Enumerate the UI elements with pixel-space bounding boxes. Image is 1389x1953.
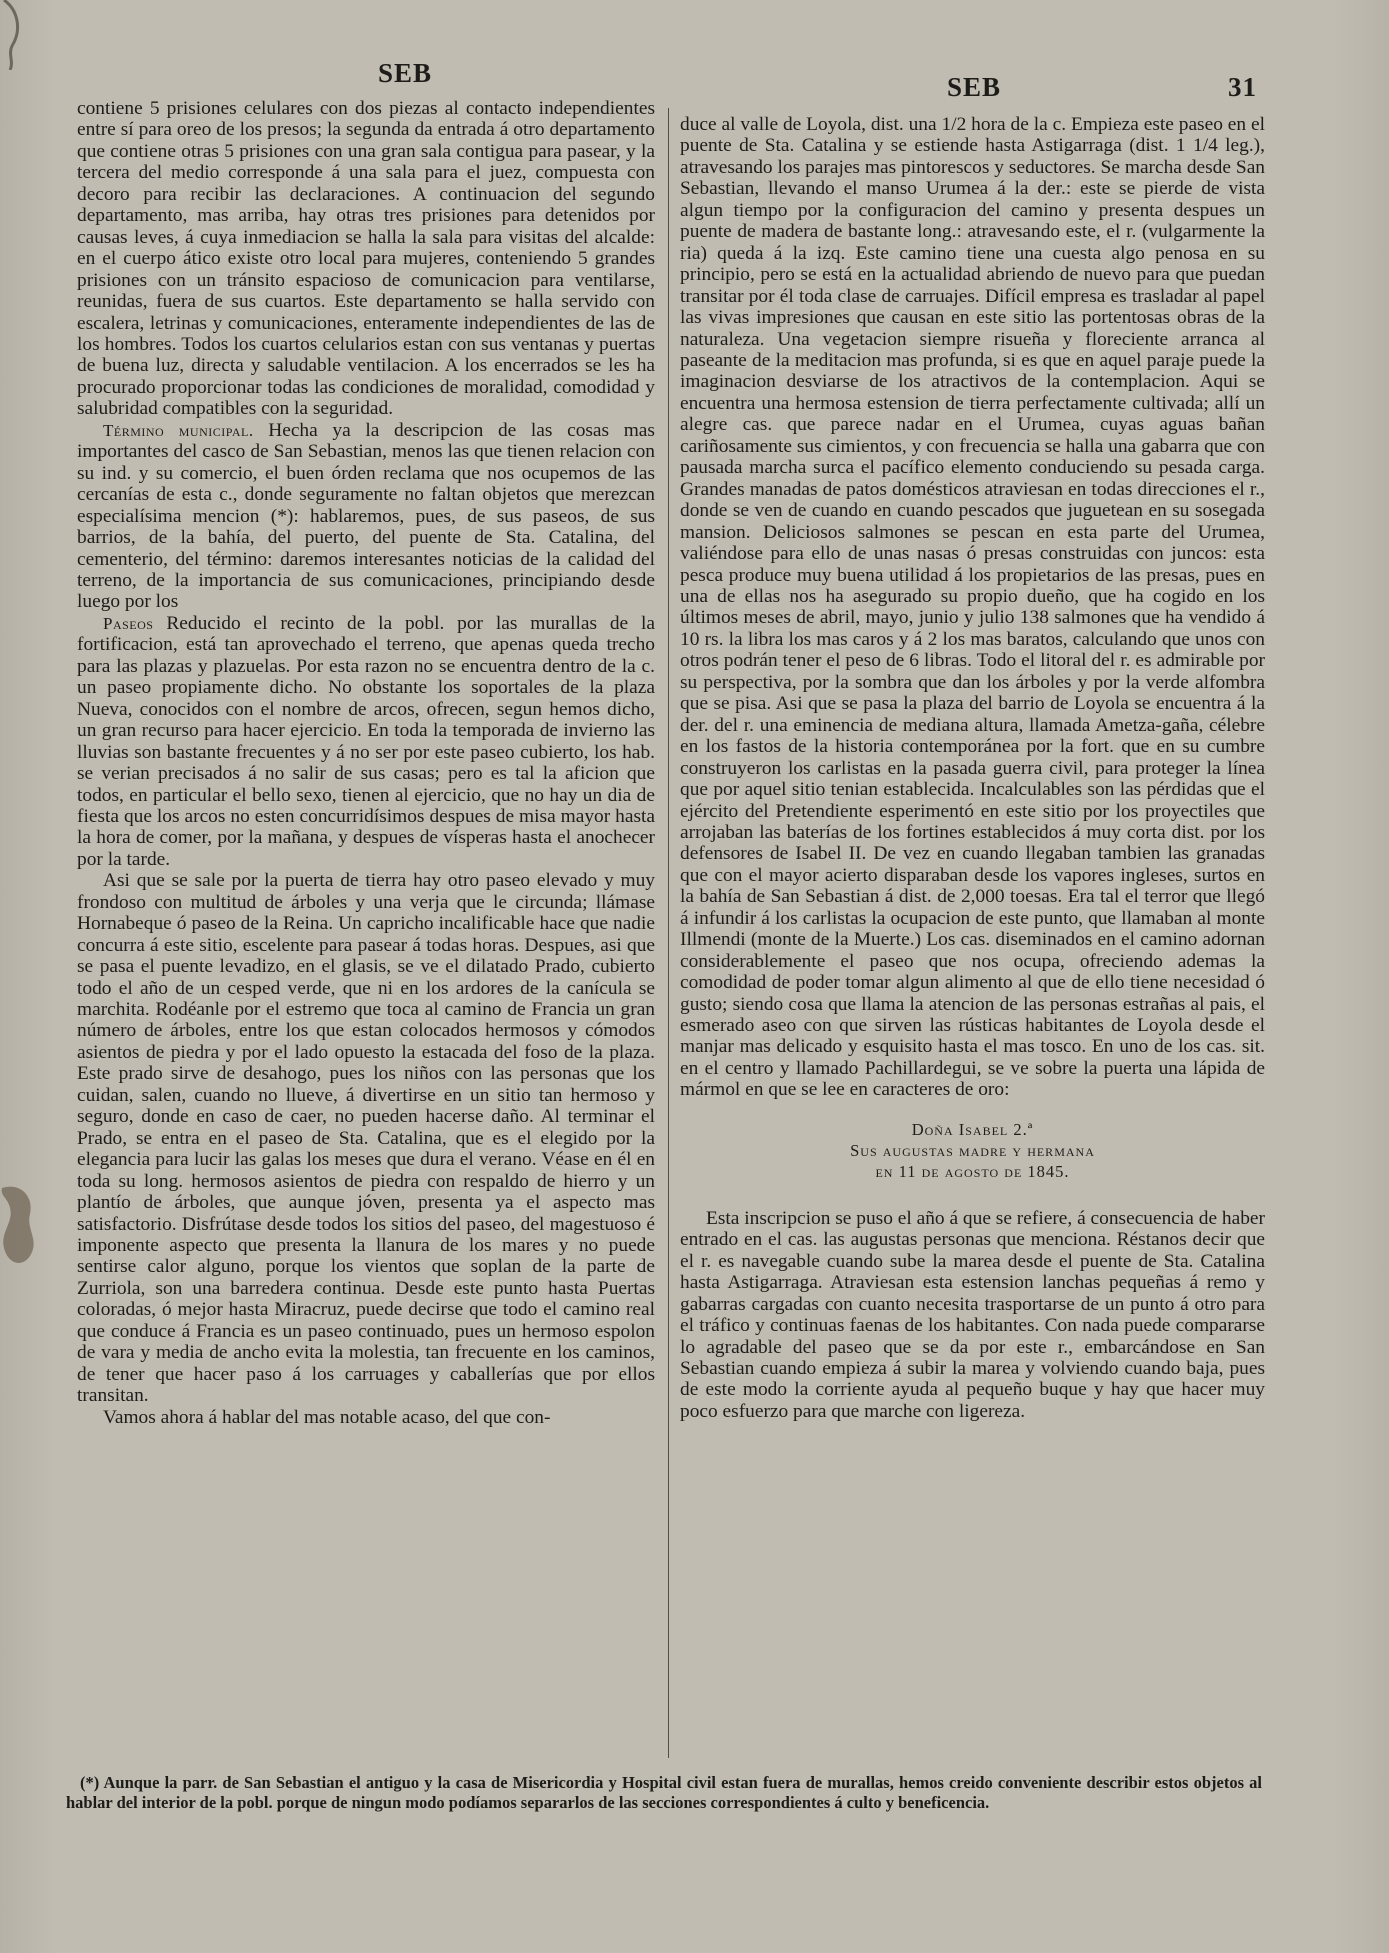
inscription	[680, 1119, 1265, 1182]
ink-stain-mark	[0, 1178, 44, 1270]
right-column	[680, 114, 1265, 1422]
paragraph: Esta inscripcion se puso el año á que se refiere, á consecuencia de haber entrado en el cas. las augustas personas que menciona. Réstanos decir que el r. es navegable cuando sube la marea desde el puente de Sta. Catalina hasta Astigarraga. Atraviesan esta estension lanchas pequeñas á remo y gabarras cargadas con cuanto necesita trasportarse de un punto á otro para el tráfico y continuas faenas de los habitantes. Con nada puede compararse lo agradable del paseo que se da por este r., embarcándose en San Sebastian cuando empieza á subir la marea y volviendo cuando baja, pues de este modo la corriente ayuda al pequeño buque y hay que hacer muy poco esfuerzo para que marche con ligereza.	[680, 1207, 1265, 1422]
header-right: SEB	[947, 72, 1002, 102]
paragraph: Vamos ahora á hablar del mas notable acaso, del que con-	[103, 1406, 551, 1428]
inscription-line: Sus augustas madre y hermana	[850, 1140, 1095, 1160]
column-divider	[668, 108, 669, 1758]
inscription-line: en 11 de agosto de 1845.	[875, 1161, 1070, 1181]
page-edge-mark	[0, 0, 24, 70]
inscription-line: Doña Isabel 2.ª	[911, 1119, 1034, 1139]
left-column	[77, 98, 655, 1428]
section-heading: Término municipal.	[103, 420, 254, 440]
footnote: (*) Aunque la parr. de San Sebastian el antiguo y la casa de Misericordia y Hospital civil estan fuera de murallas, hemos creido conveniente describir estos objetos al hablar del interior de la pobl. porque de ningun modo podíamos separarlos de las secciones correspondientes á culto y beneficencia.	[66, 1773, 1262, 1812]
paragraph: Término municipal. Hecha ya la descripcion de las cosas mas importantes del casco de San Sebastian, menos las que tienen relacion con su ind. y su comercio, el buen órden reclama que nos ocupemos de las cercanías de esta c., donde seguramente no faltan objetos que merezcan especialísima mencion (*): hablaremos, pues, de sus paseos, de sus barrios, de la bahía, del puerto, del puente de Sta. Catalina, del cementerio, del término: daremos interesantes noticias de la calidad del terreno, de la importancia de sus comunicaciones, principiando desde luego por los	[77, 419, 655, 613]
section-heading: Paseos	[103, 613, 154, 633]
paragraph: Paseos Reducido el recinto de la pobl. por las murallas de la fortificacion, está tan aprovechado el terreno, que apenas queda trecho para las plazas y plazuelas. Por esta razon no se encuentra dentro de la c. un paseo propiamente dicho. No obstante los soportales de la plaza Nueva, conocidos con el nombre de arcos, ofrecen, segun hemos dicho, un gran recurso para hacer ejercicio. En toda la temporada de invierno las lluvias son bastante frecuentes y á no ser por este paseo cubierto, los hab. se verian precisados á no salir de sus casas; pero es tal la aficion que todos, en particular el bello sexo, tienen al ejercicio, que no hay un dia de fiesta que los arcos no esten concurridísimos despues de misa mayor hasta la hora de comer, por la mañana, y despues de vísperas hasta el anochecer por la tarde.	[77, 612, 655, 870]
header-left: SEB	[378, 58, 433, 88]
paragraph: contiene 5 prisiones celulares con dos piezas al contacto independientes entre sí para oreo de los presos; la segunda da entrada á otro departamento que contiene otras 5 prisiones con una gran sala contigua para pasear, y la tercera del medio corresponde á una sala para el juez, compuesta con decoro para recibir las declaraciones. A continuacion del segundo departamento, mas arriba, hay otras tres prisiones para detenidos por causas leves, á cuya inmediacion se halla la sala para visitas del alcalde: en el cuerpo ático existe otro local para mujeres, conteniendo 5 grandes prisiones con un tránsito espacioso de comunicacion para ventilarse, reunidas, fuera de sus cuartos. Este departamento se halla servido con escalera, letrinas y comunicaciones, enteramente independientes de las de los hombres. Todos los cuartos celularios estan con sus ventanas y puertas de buena luz, directa y saludable ventilacion. A los encerrados se les ha procurado proporcionar todas las condiciones de moralidad, comodidad y salubridad compatibles con la seguridad.	[77, 98, 655, 420]
paragraph: duce al valle de Loyola, dist. una 1/2 hora de la c. Empieza este paseo en el puente de Sta. Catalina y se estiende hasta Astigarraga (dist. 1 1/4 leg.), atravesando los parajes mas pintorescos y seductores. Se marcha desde San Sebastian, llevando el manso Urumea á la der.: este se pierde de vista algun tiempo por la configuracion del camino y presenta despues un puente de madera de bastante long.: atravesando este, el r. (vulgarmente la ria) queda á la izq. Este camino tiene una cuesta algo penosa en su principio, pero se está en la actualidad abriendo de nuevo para que puedan transitar por él toda clase de carruajes. Difícil empresa es trasladar al papel las vivas impresiones que causan en este sitio las portentosas obras de la naturaleza. Una vegetacion siempre risueña y floreciente arranca al paseante de la meditacion mas profunda, si es que en aquel paraje puede la imaginacion desviarse de los atractivos de la contemplacion. Aqui se encuentra una hermosa estension de tierra perfectamente cultivada; allí un alegre cas. que parece nadar en el Urumea, cuyas aguas bañan cariñosamente sus cimientos, y con frecuencia se halla una gabarra que con pausada marcha surca el pacífico elemento conduciendo su pesada carga. Grandes manadas de patos domésticos atraviesan en todas direcciones el r., donde se ven de cuando en cuando pescados que juguetean en su sosegada mansion. Deliciosos salmones se pescan en esta parte del Urumea, valiéndose para ello de unas nasas ó presas construidas con juncos: esta pesca produce muy buena utilidad á los propietarios de las presas, pues en una de ellas nos ha asegurado su propio dueño, que ha cogido en los últimos meses de abril, mayo, junio y julio 138 salmones que ha vendido á 10 rs. la libra los mas caros y á 2 los mas baratos, calculando que unos con otros podrán tener el peso de 6 libras. Todo el litoral del r. es admirable por su perspectiva, por la sombra que dan los árboles y por la verde alfombra que se pisa. Asi que se pasa la plaza del barrio de Loyola se encuentra á la der. del r. una eminencia de mediana altura, llamada Ametza-gaña, célebre en los fastos de la historia contemporánea por la fort. que en su cumbre construyeron los carlistas en la pasada guerra civil, para proteger la línea que por aquel sitio tenian establecida. Incalculables son las pérdidas que el ejército del Pretendiente esperimentó en este sitio por los proyectiles que arrojaban las baterías de los fortines establecidos á muy corta dist. por los defensores de Isabel II. De vez en cuando llegaban tambien las granadas que con el mayor acierto disparaban desde los vapores ingleses, surtos en la bahía de San Sebastian á dist. de 2,000 toesas. Era tal el terror que llegó á infundir á los carlistas la ocupacion de este punto, que llamaban al monte Illmendi (monte de la Muerte.) Los cas. diseminados en el camino adornan considerablemente el paseo que nos ocupa, ofreciendo ademas la comodidad de poder tomar algun alimento al que de ello tiene necesidad ó gusto; siendo cosa que llama la atencion de las personas estrañas al pais, el esmerado aseo con que sirven las rústicas habitantes de Loyola desde el manjar mas delicado y esquisito hasta el mas tosco. En uno de los cas. sit. en el centro y llamado Pachillardegui, se ve sobre la puerta una lápida de mármol en que se lee en caracteres de oro:	[680, 114, 1265, 1101]
paragraph: Asi que se sale por la puerta de tierra hay otro paseo elevado y muy frondoso con multitud de árboles y una verja que le circunda; llámase Hornabeque ó paseo de la Reina. Un capricho incalificable hace que nadie concurra á este sitio, escelente para pasear á todas horas. Despues, asi que se pasa el puente levadizo, en el glasis, se ve el dilatado Prado, cubierto todo el año de un cesped verde, que ni en los ardores de la canícula se marchita. Rodéanle por el estremo que toca al camino de Francia un gran número de árboles, entre los que estan colocados hermosos y cómodos asientos de piedra y por el lado opuesto la estacada del foso de la plaza. Este prado sirve de desahogo, pues los niños con las personas que los cuidan, salen, cuando no llueve, á divertirse en un sitio tan hermoso y seguro, donde en caso de caer, no pueden hacerse daño. Al terminar el Prado, se entra en el paseo de Sta. Catalina, que es el elegido por la elegancia para lucir las galas los meses que dura el verano. Véase en él en toda su long. hermosos asientos de piedra con respaldo de hierro y un plantío de árboles, que aunque jóven, presenta ya el aspecto mas satisfactorio. Disfrútase desde todos los sitios del paseo, del magestuoso é imponente aspecto que presenta la llanura de los mares y no puede sentirse calor alguno, porque los vientos que soplan de la parte de Zurriola, son una barredera continua. Desde este punto hasta Puertas coloradas, ó mejor hasta Miracruz, puede decirse que todo el camino real que conduce á Francia es un paseo continuado, pues un hermoso espolon de vara y media de ancho evita la molestia, tan frecuente en los caminos, de tener que hacer paso á los carruages y caballerías que por ellos transitan.	[77, 870, 655, 1407]
page-number: 31	[1228, 72, 1257, 102]
